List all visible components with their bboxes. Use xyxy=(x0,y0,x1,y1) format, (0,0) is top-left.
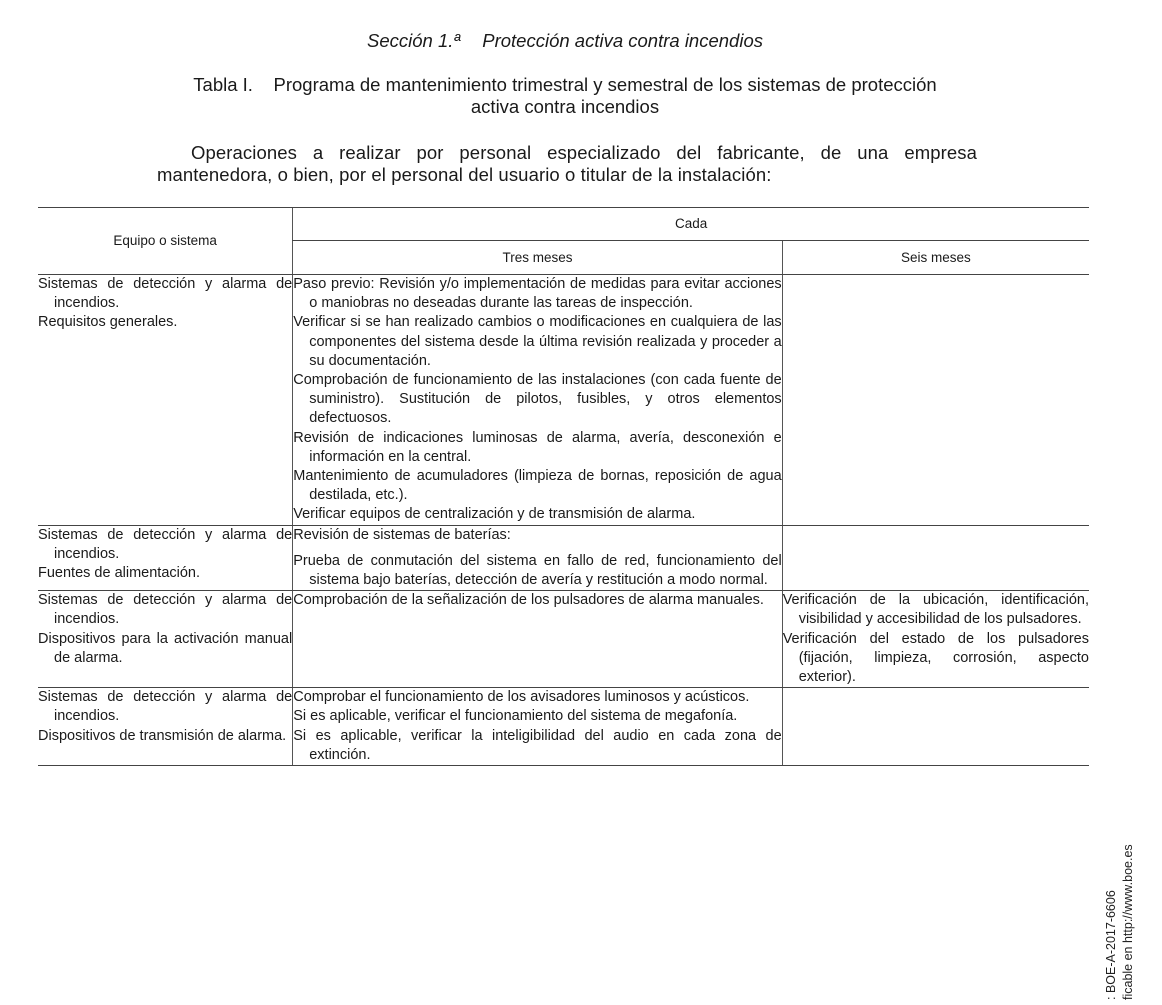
header-seis-meses: Seis meses xyxy=(782,241,1089,275)
equipo-line: Sistemas de detección y alarma de incendios. xyxy=(38,689,293,725)
seis-meses-cell xyxy=(782,591,1089,688)
intro-paragraph: Operaciones a realizar por personal especializado del fabricante, de una empresa mantenedora, o bien, por el personal del usuario o titular de la instalación: xyxy=(157,142,977,185)
tres-meses-cell xyxy=(293,591,782,688)
equipo-line: Sistemas de detección y alarma de incendios. xyxy=(38,592,293,628)
equipo-cell xyxy=(38,688,293,766)
operation-item: Revisión de sistemas de baterías: xyxy=(293,526,511,543)
boe-url-note: ficable en http://www.boe.es xyxy=(1121,844,1135,1000)
table-row xyxy=(38,688,1089,766)
operation-item: Si es aplicable, verificar la inteligibilidad del audio en cada zona de extinción. xyxy=(293,727,782,763)
header-cada: Cada xyxy=(293,208,1089,241)
operation-item: Comprobación de funcionamiento de las instalaciones (con cada fuente de suministro). Sustitución de pilotos, fusibles, y otros elementos defectuosos. xyxy=(293,372,782,427)
operation-item: Comprobar el funcionamiento de los avisadores luminosos y acústicos. xyxy=(293,689,750,706)
equipo-line: Fuentes de alimentación. xyxy=(38,565,201,582)
equipo-cell xyxy=(38,275,293,526)
tres-meses-cell xyxy=(293,275,782,526)
operation-item: Revisión de indicaciones luminosas de alarma, avería, desconexión e información en la central. xyxy=(293,429,782,465)
equipo-cell xyxy=(38,591,293,688)
header-equipo: Equipo o sistema xyxy=(38,208,293,275)
table-row xyxy=(38,275,1089,526)
tres-meses-cell xyxy=(293,525,782,591)
tres-meses-cell xyxy=(293,688,782,766)
equipo-line: Sistemas de detección y alarma de incendios. xyxy=(38,526,293,562)
table-title xyxy=(180,74,950,118)
table-row xyxy=(38,591,1089,688)
header-tres-meses: Tres meses xyxy=(293,241,782,275)
operation-item: Verificar equipos de centralización y de transmisión de alarma. xyxy=(293,506,696,523)
equipo-line: Dispositivos de transmisión de alarma. xyxy=(38,727,287,744)
operation-item: Comprobación de la señalización de los pulsadores de alarma manuales. xyxy=(293,592,764,609)
equipo-line: Dispositivos para la activación manual de alarma. xyxy=(38,630,293,666)
section-name: Protección activa contra incendios xyxy=(482,30,763,51)
operation-item: Verificar si se han realizado cambios o modificaciones en cualquiera de las componentes del sistema desde la última revisión realizada y proceder a su documentación. xyxy=(293,314,782,369)
operation-item: Si es aplicable, verificar el funcionamiento del sistema de megafonía. xyxy=(293,708,738,725)
operation-item: Paso previo: Revisión y/o implementación de medidas para evitar acciones o maniobras no deseadas durante las tareas de inspección. xyxy=(293,276,782,312)
seis-meses-cell xyxy=(782,275,1089,526)
section-number: Sección 1.ª xyxy=(367,30,461,51)
equipo-line: Sistemas de detección y alarma de incendios. xyxy=(38,276,293,312)
maintenance-table xyxy=(38,207,1089,766)
operation-item: Prueba de conmutación del sistema en fallo de red, funcionamiento del sistema bajo baterías, detección de avería y restitución a modo normal. xyxy=(293,552,782,589)
boe-margin-note xyxy=(1103,844,1137,1000)
section-title xyxy=(0,30,1130,52)
operation-item: Verificación del estado de los pulsadores (fijación, limpieza, corrosión, aspecto exterior). xyxy=(782,630,1089,686)
equipo-cell xyxy=(38,525,293,591)
table-caption: Programa de mantenimiento trimestral y semestral de los sistemas de protección activa contra incendios xyxy=(273,74,937,117)
seis-meses-cell xyxy=(782,688,1089,766)
table-row xyxy=(38,525,1089,591)
boe-reference: : BOE-A-2017-6606 xyxy=(1104,890,1118,1000)
equipo-line: Requisitos generales. xyxy=(38,314,178,331)
operation-item: Verificación de la ubicación, identificación, visibilidad y accesibilidad de los pulsadores. xyxy=(782,592,1089,628)
operation-item: Mantenimiento de acumuladores (limpieza de bornas, reposición de agua destilada, etc.). xyxy=(293,468,782,504)
table-label: Tabla I. xyxy=(193,74,253,95)
seis-meses-cell xyxy=(782,525,1089,591)
